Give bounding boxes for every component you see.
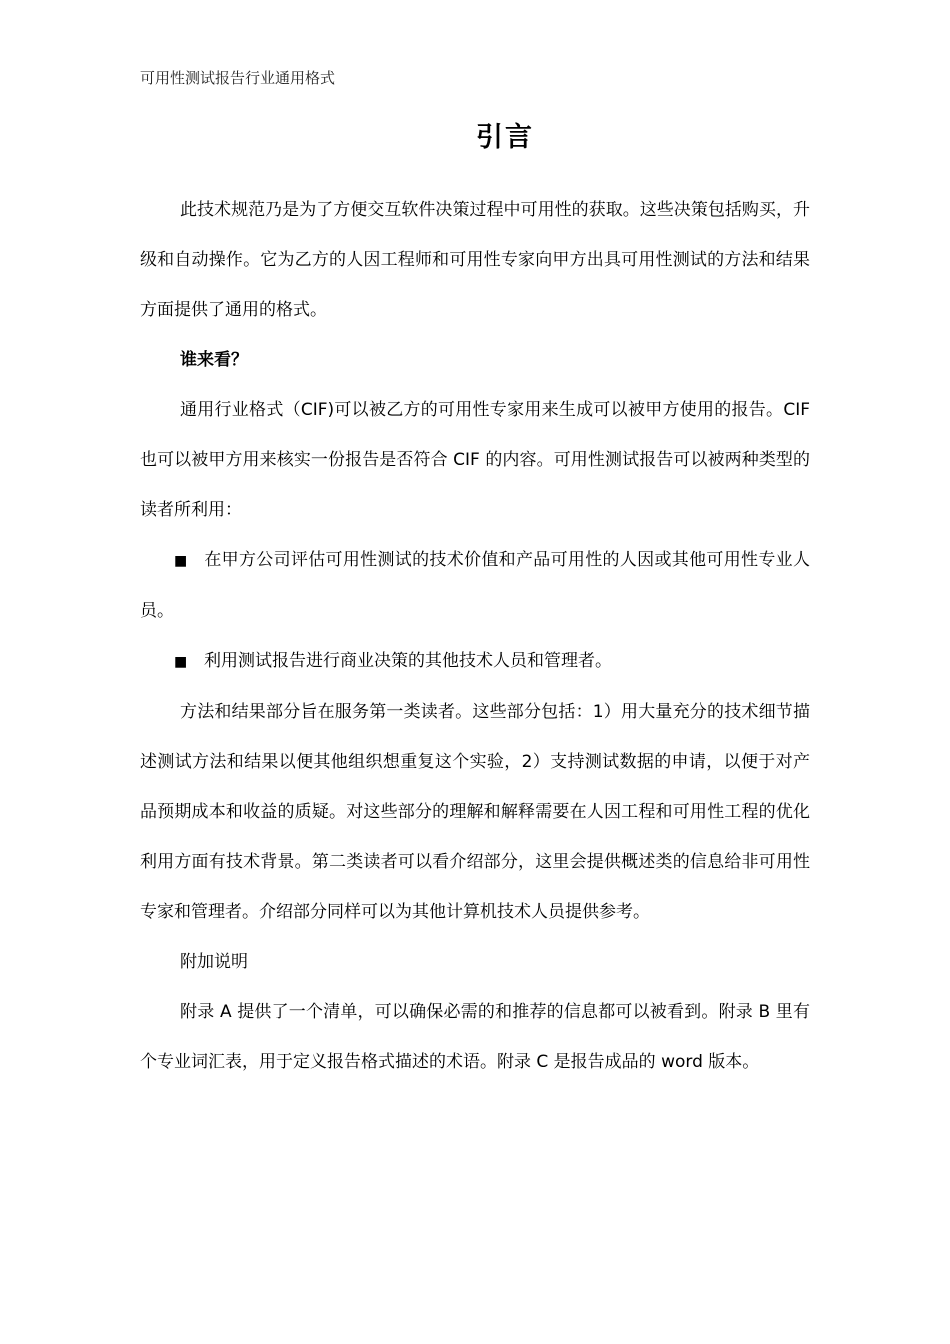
document-body (140, 185, 810, 1087)
intro-paragraph: 此技术规范乃是为了方便交互软件决策过程中可用性的获取。这些决策包括购买，升级和自动操作。它为乙方的人因工程师和可用性专家向甲方出具可用性测试的方法和结果方面提供了通用的格式。 (140, 200, 810, 320)
page-title: 引言 (476, 122, 534, 153)
list-item (140, 535, 810, 636)
list-item (140, 636, 810, 687)
running-header: 可用性测试报告行业通用格式 (140, 69, 336, 87)
who-reads-heading: 谁来看？ (180, 350, 248, 370)
bullet-square-icon: ■ (174, 553, 188, 569)
who-reads-paragraph: 通用行业格式（CIF)可以被乙方的可用性专家用来生成可以被甲方使用的报告。CIF 也可以被甲方用来核实一份报告是否符合 CIF 的内容。可用性测试报告可以被两种类型的读者所利用： (140, 400, 810, 520)
list-item-text: 在甲方公司评估可用性测试的技术价值和产品可用性的人因或其他可用性专业人员。 (140, 550, 810, 621)
methods-paragraph: 方法和结果部分旨在服务第一类读者。这些部分包括：1）用大量充分的技术细节描述测试方法和结果以便其他组织想重复这个实验，2）支持测试数据的申请，以便于对产品预期成本和收益的质疑。对这些部分的理解和解释需要在人因工程和可用性工程的优化利用方面有技术背景。第二类读者可以看介绍部分，这里会提供概述类的信息给非可用性专家和管理者。介绍部分同样可以为其他计算机技术人员提供参考。 (140, 702, 810, 922)
notes-paragraph: 附录 A 提供了一个清单，可以确保必需的和推荐的信息都可以被看到。附录 B 里有个专业词汇表，用于定义报告格式描述的术语。附录 C 是报告成品的 word 版本。 (140, 1002, 810, 1072)
list-item-text: 利用测试报告进行商业决策的其他技术人员和管理者。 (204, 651, 612, 671)
bullet-square-icon: ■ (174, 654, 188, 670)
notes-heading: 附加说明 (180, 952, 248, 972)
